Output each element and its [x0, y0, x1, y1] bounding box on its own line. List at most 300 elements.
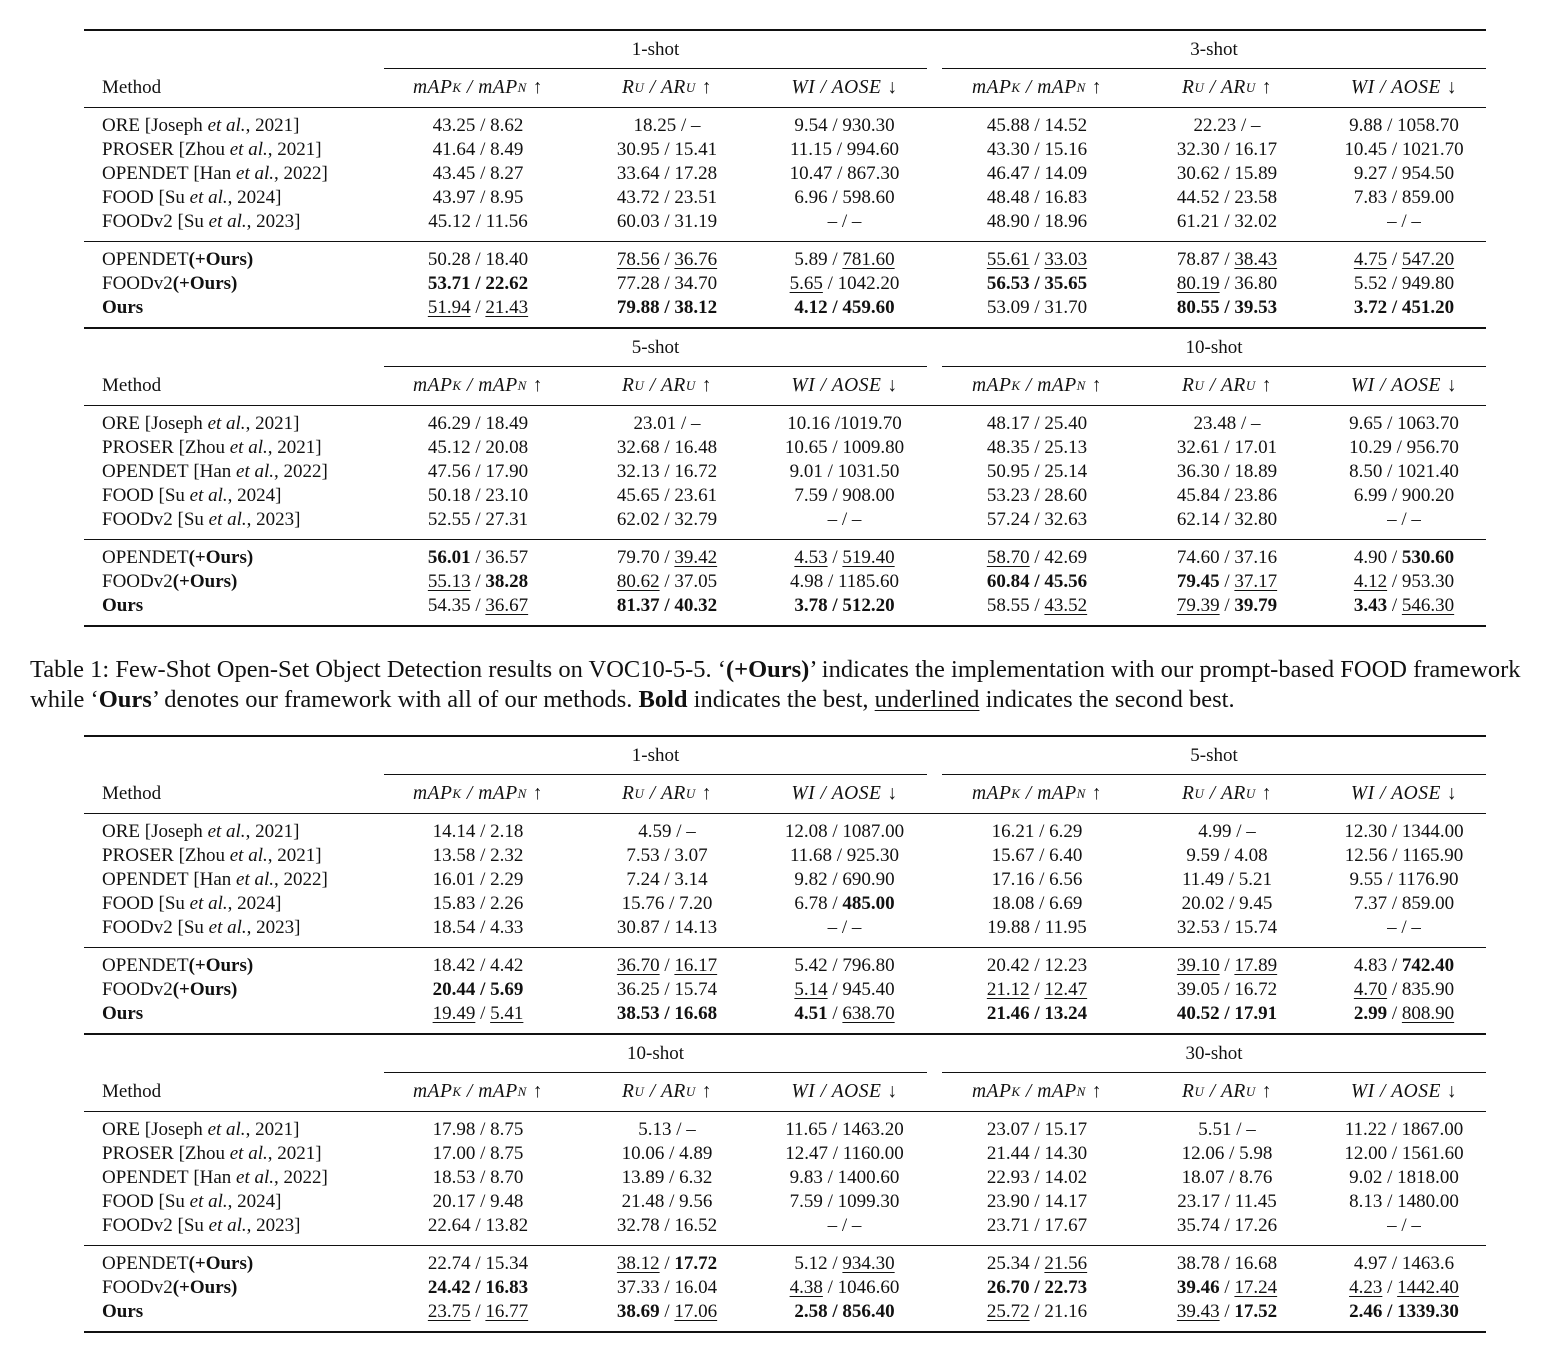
metric-value: 598.60 — [842, 187, 895, 208]
value-separator: / — [827, 249, 843, 270]
metric-subscript: U — [1194, 786, 1205, 801]
metric-value: – — [851, 1215, 862, 1236]
metric-value: 39.79 — [1234, 595, 1278, 616]
metric-value: – — [827, 211, 838, 232]
metric-value-cell — [572, 210, 762, 234]
metric-value: 45.84 — [1176, 485, 1220, 506]
value-separator: / — [827, 115, 843, 136]
metric-value-cell — [1132, 210, 1322, 234]
metric-value: 21.44 — [986, 1143, 1030, 1164]
metric-value: 9.83 — [789, 1167, 823, 1188]
metric-value: 690.90 — [842, 869, 895, 890]
citation-year: 2021 — [277, 1143, 316, 1164]
metric-value-cell — [1132, 978, 1322, 1002]
metric-value-cell — [762, 570, 927, 594]
metric-header: mAP K / mAP N ↑ — [412, 77, 544, 98]
metric-header: mAP K / mAP N ↑ — [971, 375, 1103, 396]
metric-value: 1009.80 — [842, 437, 905, 458]
value-separator: / — [475, 1167, 491, 1188]
metric-value: 36.57 — [485, 547, 529, 568]
metric-value: 32.30 — [1176, 139, 1220, 160]
citation-author: Su — [183, 211, 204, 232]
metric-value: 2.26 — [490, 893, 524, 914]
value-separator: / — [1029, 955, 1045, 976]
value-separator: / — [1219, 1003, 1235, 1024]
citation-etal: et al. — [229, 437, 268, 458]
value-separator: / — [1396, 1215, 1412, 1236]
metric-value-cell — [572, 186, 762, 210]
value-separator: / — [1029, 437, 1045, 458]
metric-value-cell — [762, 162, 927, 186]
value-separator: / — [475, 115, 491, 136]
metric-value: 1019.70 — [840, 413, 902, 434]
metric-header: WI / AOSE ↓ — [791, 375, 898, 396]
table-row — [84, 210, 1486, 234]
metric-value-cell — [942, 916, 1132, 940]
metric-value: 1087.00 — [842, 821, 905, 842]
method-label: FOODv2 — [102, 1277, 173, 1298]
metric-value-cell — [942, 508, 1132, 532]
arrow-up-icon: ↑ — [701, 375, 712, 396]
metric-header: WI / AOSE ↓ — [1350, 1081, 1458, 1102]
metric-subscript: U — [685, 80, 696, 95]
metric-header: mAP K / mAP N ↑ — [971, 1081, 1103, 1102]
metric-value-cell — [572, 844, 762, 868]
metric-value-cell — [572, 296, 762, 320]
metric-value: 52.55 — [427, 509, 471, 530]
metric-value: – — [827, 509, 838, 530]
value-separator: / — [671, 821, 687, 842]
metric-value: 79.39 — [1176, 595, 1220, 616]
metric-value-cell — [1322, 484, 1486, 508]
metric-value-cell — [1322, 844, 1486, 868]
method-column-header: Method — [102, 375, 162, 396]
metric-value: 5.98 — [1239, 1143, 1273, 1164]
value-separator: / — [1029, 1143, 1045, 1164]
metric-value-cell — [1322, 868, 1486, 892]
metric-value: 9.59 — [1186, 845, 1220, 866]
table-row — [84, 1214, 1486, 1238]
metric-value: 11.15 — [789, 139, 832, 160]
method-label: FOODv2 — [102, 571, 173, 592]
metric-value: 32.79 — [674, 509, 718, 530]
metric-value: 1463.6 — [1401, 1253, 1455, 1274]
metric-name: mAP — [1037, 783, 1077, 804]
metric-value: 27.31 — [485, 509, 529, 530]
metric-value-cell — [762, 820, 927, 844]
value-separator: / — [1219, 461, 1235, 482]
value-separator: / — [1219, 547, 1235, 568]
method-name: ORE [ Joseph et al. , 2021 ] — [102, 413, 300, 434]
metric-value-cell — [942, 412, 1132, 436]
metric-value: 14.30 — [1044, 1143, 1088, 1164]
shot-group-header — [84, 737, 1486, 775]
value-separator: / — [1219, 595, 1235, 616]
value-separator: / — [470, 1277, 486, 1298]
value-separator: / — [1029, 1253, 1045, 1274]
metric-value: 36.30 — [1176, 461, 1220, 482]
metric-value: 925.30 — [846, 845, 900, 866]
value-separator: / — [470, 211, 486, 232]
arrow-up-icon: ↑ — [1261, 783, 1272, 804]
metric-value: 16.04 — [674, 1277, 718, 1298]
value-separator: / — [1034, 845, 1050, 866]
arrow-down-icon: ↓ — [887, 375, 898, 396]
citation-year: 2021 — [277, 139, 316, 160]
metric-header-row — [84, 69, 1486, 107]
metric-value-cell — [942, 820, 1132, 844]
value-separator: / — [1387, 955, 1402, 976]
value-separator: / — [822, 1167, 838, 1188]
value-separator: / — [827, 297, 843, 318]
citation-year: 2021 — [277, 437, 316, 458]
metric-value-cell — [762, 114, 927, 138]
metric-value: 32.63 — [1044, 509, 1088, 530]
method-label: OPENDET — [102, 1167, 189, 1188]
caption-bold-word: Bold — [638, 686, 688, 713]
metric-name: mAP — [971, 375, 1012, 396]
metric-name: WI — [1350, 77, 1375, 98]
metric-value: 17.00 — [432, 1143, 476, 1164]
metric-value: 37.05 — [674, 571, 718, 592]
value-separator: / — [1029, 979, 1045, 1000]
metric-name: AOSE — [831, 783, 882, 804]
method-suffix: (+Ours) — [188, 1253, 254, 1274]
metric-value-cell — [384, 892, 572, 916]
metric-value-cell — [572, 820, 762, 844]
metric-value: 40.52 — [1176, 1003, 1220, 1024]
value-separator: / — [1387, 1003, 1402, 1024]
baseline-rows — [84, 108, 1486, 241]
metric-value: 17.72 — [674, 1253, 718, 1274]
metric-value-cell — [942, 954, 1132, 978]
citation-author: Joseph — [151, 1119, 203, 1140]
metric-value: 2.99 — [1353, 1003, 1388, 1024]
metric-value: 8.49 — [490, 139, 524, 160]
metric-value-cell — [572, 1300, 762, 1324]
value-separator: / — [837, 917, 852, 938]
metric-value: 43.72 — [616, 187, 660, 208]
metric-value-cell — [572, 138, 762, 162]
metric-value: 34.70 — [674, 273, 718, 294]
citation-author: Han — [199, 461, 232, 482]
metric-header-row — [84, 775, 1486, 813]
metric-value-cell — [1322, 820, 1486, 844]
baseline-rows — [84, 1112, 1486, 1245]
metric-value: 37.16 — [1234, 547, 1278, 568]
caption-ours-plus: (+Ours) — [725, 656, 810, 683]
citation-etal: et al. — [236, 461, 275, 482]
metric-value-cell — [1132, 844, 1322, 868]
metric-value: 56.01 — [427, 547, 471, 568]
baseline-rows — [84, 406, 1486, 539]
citation-author: Su — [183, 509, 204, 530]
value-separator: / — [837, 211, 852, 232]
metric-value: 4.12 — [1353, 571, 1388, 592]
metric-value: 11.95 — [1044, 917, 1087, 938]
citation-etal: et al. — [189, 1191, 228, 1212]
metric-value-cell — [384, 1142, 572, 1166]
table-row — [84, 1252, 1486, 1276]
metric-value: 57.24 — [986, 509, 1030, 530]
value-separator: / — [1219, 845, 1235, 866]
metric-name: mAP — [412, 77, 453, 98]
value-separator: / — [1219, 139, 1235, 160]
metric-value: 38.28 — [485, 571, 529, 592]
metric-value: 6.40 — [1049, 845, 1083, 866]
value-separator: / — [1034, 869, 1050, 890]
metric-value: 9.45 — [1239, 893, 1273, 914]
metric-value: 45.88 — [986, 115, 1030, 136]
metric-value: 60.03 — [616, 211, 660, 232]
value-separator: / — [470, 273, 486, 294]
metric-value: 9.88 — [1349, 115, 1383, 136]
value-separator: / — [659, 979, 675, 1000]
metric-value: 15.16 — [1044, 139, 1088, 160]
value-separator: / — [1224, 869, 1239, 890]
metric-value-cell — [1322, 1276, 1486, 1300]
value-separator: / — [1396, 211, 1412, 232]
metric-value: 18.07 — [1181, 1167, 1225, 1188]
metric-name: mAP — [971, 1081, 1012, 1102]
metric-value-cell — [1322, 248, 1486, 272]
metric-value: – — [1411, 509, 1421, 530]
metric-value-cell — [942, 162, 1132, 186]
metric-value: 31.19 — [674, 211, 718, 232]
metric-value: 10.06 — [621, 1143, 665, 1164]
value-separator: / — [822, 1191, 838, 1212]
metric-value: 17.91 — [1234, 1003, 1278, 1024]
metric-value: 8.62 — [490, 115, 524, 136]
metric-subscript: U — [634, 786, 645, 801]
metric-value: 41.64 — [432, 139, 476, 160]
metric-value-cell — [384, 508, 572, 532]
metric-value: 18.49 — [485, 413, 529, 434]
citation-etal: et al. — [207, 821, 246, 842]
metric-subscript: N — [517, 80, 527, 95]
table-row — [84, 296, 1486, 320]
metric-value-cell — [384, 186, 572, 210]
method-name — [102, 978, 237, 1002]
metric-value: 16.52 — [674, 1215, 718, 1236]
value-separator: / — [1219, 1215, 1235, 1236]
metric-subscript: U — [685, 378, 696, 393]
arrow-up-icon: ↑ — [701, 77, 712, 98]
metric-subscript: K — [452, 378, 462, 393]
value-separator: / — [827, 547, 843, 568]
metric-value-cell — [942, 892, 1132, 916]
metric-value-cell — [1132, 1142, 1322, 1166]
metric-value-cell — [762, 954, 927, 978]
citation-author: Zhou — [184, 437, 225, 458]
metric-name: R — [622, 783, 635, 804]
metric-value-cell — [762, 844, 927, 868]
metric-header: mAP K / mAP N ↑ — [412, 783, 544, 804]
value-separator: / — [1029, 917, 1045, 938]
metric-value: 1480.00 — [1397, 1191, 1459, 1212]
citation-author: Su — [164, 1191, 185, 1212]
metric-value-cell — [1322, 594, 1486, 618]
citation-etal: et al. — [208, 509, 247, 530]
metric-value: 1561.60 — [1401, 1143, 1464, 1164]
metric-value-cell — [942, 1252, 1132, 1276]
metric-value-cell — [942, 114, 1132, 138]
metric-value-cell — [1322, 508, 1486, 532]
metric-value: 53.71 — [427, 273, 471, 294]
metric-value-cell — [762, 1142, 927, 1166]
citation-author: Su — [183, 1215, 204, 1236]
metric-value: – — [1411, 917, 1421, 938]
metric-value: 7.20 — [679, 893, 713, 914]
results-table-coco — [84, 735, 1486, 1333]
metric-value-cell — [1132, 436, 1322, 460]
value-separator: / — [659, 139, 675, 160]
metric-value-cell — [762, 508, 927, 532]
metric-value: 7.53 — [626, 845, 660, 866]
metric-value: 20.42 — [986, 955, 1030, 976]
metric-value: – — [691, 115, 701, 136]
metric-value-cell — [1132, 162, 1322, 186]
metric-value: 638.70 — [842, 1003, 895, 1024]
arrow-down-icon: ↓ — [1446, 375, 1458, 396]
metric-name: AR — [1221, 783, 1246, 804]
metric-value: 40.32 — [674, 595, 718, 616]
metric-value-cell — [1132, 1252, 1322, 1276]
metric-value-cell — [384, 412, 572, 436]
metric-value-cell — [942, 436, 1132, 460]
metric-value: 3.07 — [674, 845, 708, 866]
value-separator: / — [1382, 1277, 1398, 1298]
metric-value: 12.06 — [1181, 1143, 1225, 1164]
value-separator: / — [1387, 187, 1402, 208]
metric-value: 3.43 — [1353, 595, 1388, 616]
metric-value: 1021.70 — [1401, 139, 1464, 160]
metric-value-cell — [762, 1190, 927, 1214]
method-suffix: (+Ours) — [172, 273, 238, 294]
metric-value: 37.33 — [616, 1277, 660, 1298]
value-separator: / — [659, 1277, 675, 1298]
metric-header: mAP K / mAP N ↑ — [412, 1081, 544, 1102]
metric-value-cell — [762, 546, 927, 570]
caption-text-1: ’ indicates the implementation with our prompt-based FOOD framework while ‘ — [30, 656, 1521, 713]
metric-value-cell — [384, 844, 572, 868]
value-separator: / — [837, 509, 852, 530]
metric-value-cell — [1132, 186, 1322, 210]
metric-subscript: N — [1076, 80, 1086, 95]
results-table-voc — [84, 29, 1486, 627]
metric-value: 15.76 — [621, 893, 665, 914]
value-separator: / — [475, 979, 491, 1000]
value-separator: / — [1219, 249, 1235, 270]
metric-value: 859.00 — [1401, 187, 1455, 208]
method-name — [102, 1300, 143, 1324]
metric-value: 1400.60 — [837, 1167, 900, 1188]
metric-value: 33.64 — [616, 163, 660, 184]
value-separator: / — [659, 461, 675, 482]
metric-value: 16.83 — [1044, 187, 1088, 208]
metric-value: 4.12 — [794, 297, 828, 318]
metric-value: 23.71 — [986, 1215, 1030, 1236]
arrow-down-icon: ↓ — [887, 77, 898, 98]
metric-value-cell — [1132, 1214, 1322, 1238]
metric-value: 16.83 — [485, 1277, 529, 1298]
metric-value: 48.17 — [986, 413, 1030, 434]
metric-value: 24.42 — [427, 1277, 471, 1298]
value-separator: / — [832, 163, 848, 184]
table-row — [84, 954, 1486, 978]
metric-header: R U / AR U ↑ — [1182, 1081, 1272, 1102]
metric-value: 39.53 — [1234, 297, 1278, 318]
metric-value-cell — [384, 820, 572, 844]
metric-value-cell — [384, 296, 572, 320]
metric-value: 20.08 — [485, 437, 529, 458]
metric-value: – — [851, 211, 862, 232]
metric-name: AR — [661, 1081, 686, 1102]
metric-value: 44.52 — [1176, 187, 1220, 208]
metric-value: 16.72 — [674, 461, 718, 482]
metric-name: mAP — [1037, 77, 1077, 98]
value-separator: / — [659, 869, 675, 890]
metric-value: 36.70 — [616, 955, 660, 976]
metric-value: 12.08 — [784, 821, 828, 842]
value-separator: / — [1219, 485, 1235, 506]
metric-value-cell — [384, 1002, 572, 1026]
metric-value-cell — [1132, 1276, 1322, 1300]
method-label: FOODv2 — [102, 979, 173, 1000]
value-separator: / — [822, 1277, 838, 1298]
value-separator: / — [1219, 1191, 1235, 1212]
metric-value: – — [1387, 509, 1397, 530]
shot-group-label: 10-shot — [1185, 337, 1243, 358]
value-separator: / — [659, 595, 675, 616]
metric-value: 16.01 — [432, 869, 476, 890]
metric-value-cell — [1322, 546, 1486, 570]
metric-value: – — [851, 509, 862, 530]
table-row — [84, 1300, 1486, 1324]
value-separator: / — [1387, 139, 1402, 160]
metric-value: 8.76 — [1239, 1167, 1273, 1188]
value-separator: / — [659, 917, 675, 938]
method-label: FOODv2 — [102, 273, 173, 294]
metric-value-cell — [1132, 892, 1322, 916]
metric-value: 7.59 — [794, 485, 828, 506]
citation-etal: et al. — [208, 1215, 247, 1236]
citation-year: 2024 — [237, 1191, 276, 1212]
value-separator: / — [1382, 461, 1398, 482]
metric-value: 10.47 — [789, 163, 833, 184]
metric-value: 8.95 — [490, 187, 524, 208]
method-label: OPENDET — [102, 163, 189, 184]
metric-name: WI — [1350, 375, 1375, 396]
citation-author: Su — [164, 187, 185, 208]
shot-group-header — [84, 329, 1486, 367]
table-row — [84, 508, 1486, 532]
value-separator: / — [1236, 413, 1252, 434]
value-separator: / — [1382, 413, 1398, 434]
table-row — [84, 1190, 1486, 1214]
metric-value: 14.14 — [432, 821, 476, 842]
citation-author: Han — [199, 869, 232, 890]
metric-value: 17.06 — [674, 1301, 718, 1322]
metric-value: 4.89 — [679, 1143, 713, 1164]
metric-value: – — [686, 1119, 696, 1140]
metric-value: 21.46 — [986, 1003, 1030, 1024]
value-separator: / — [664, 893, 680, 914]
metric-value: – — [686, 821, 696, 842]
metric-value: 30.87 — [616, 917, 660, 938]
citation-etal: et al. — [229, 1143, 268, 1164]
metric-value: 78.56 — [616, 249, 660, 270]
